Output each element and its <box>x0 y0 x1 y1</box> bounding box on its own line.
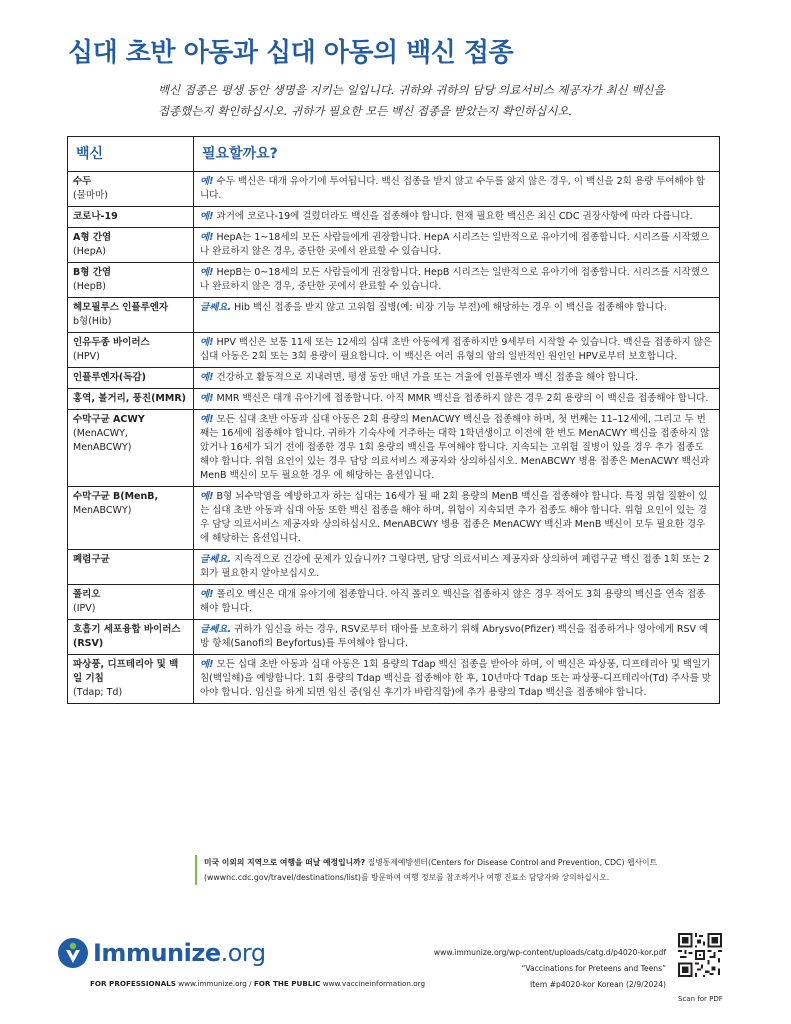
vaccine-abbrev: (HepB) <box>73 281 106 292</box>
recommendation-keyword: 글쎄요. <box>200 554 232 565</box>
vaccine-description-cell <box>194 620 720 655</box>
vaccine-name: 호흡기 세포융합 바이러스(RSV) <box>73 624 181 649</box>
vaccine-description: 건강하고 활동적으로 지내려면, 평생 동안 매년 가을 또는 겨울에 인플루엔자 백신 접종을 해야 합니다. <box>216 372 639 383</box>
vaccine-name: 수두 <box>73 176 92 187</box>
table-row <box>68 550 720 585</box>
vaccine-name: A형 간염 <box>73 232 112 243</box>
footer-separator: / <box>249 979 252 988</box>
vaccine-description-cell <box>194 487 720 550</box>
vaccine-description: Hib 백신 접종을 받지 않고 고위험 질병(예: 비장 기능 부전)에 해당하는 경우 이 백신을 접종해야 합니다. <box>234 302 667 313</box>
scan-for-pdf: Scan for PDF <box>678 995 723 1003</box>
recommendation-keyword: 예! <box>200 372 214 383</box>
recommendation-keyword: 글쎄요. <box>200 302 232 313</box>
vaccine-abbrev: (Tdap; Td) <box>73 687 123 698</box>
recommendation-keyword: 예! <box>200 232 214 243</box>
vaccine-description-cell <box>194 172 720 207</box>
vaccine-description: HepA는 1~18세의 모든 사람들에게 권장합니다. HepA 시리즈는 일반적으로 유아기에 접종합니다. 시리즈를 시작했으나 완료하지 않은 경우, 중단한 곳에서 완료할 수 있습니다. <box>200 232 710 257</box>
table-row <box>68 263 720 298</box>
logo-text <box>93 939 266 967</box>
footer-public-label: FOR THE PUBLIC <box>253 979 321 988</box>
vaccine-description-cell <box>194 655 720 704</box>
vaccine-name-cell <box>68 228 194 263</box>
recommendation-keyword: 예! <box>200 393 214 404</box>
table-row <box>68 172 720 207</box>
vaccine-abbrev: (물마마) <box>73 190 108 201</box>
vaccine-description: 과거에 코로나-19에 걸렸더라도 백신을 접종해야 합니다. 현재 필요한 백신은 최신 CDC 권장사항에 따라 다릅니다. <box>216 211 693 222</box>
immunize-logo-icon <box>57 937 89 969</box>
recommendation-keyword: 예! <box>200 589 214 600</box>
table-header-row <box>68 137 720 172</box>
footer-pro-url[interactable]: www.immunize.org <box>178 979 247 988</box>
vaccine-abbrev: (MenACWY, MenABCWY) <box>73 428 132 453</box>
header-vaccine: 백신 <box>68 137 194 172</box>
vaccine-description-cell <box>194 410 720 487</box>
vaccine-description-cell <box>194 585 720 620</box>
vaccine-name-cell <box>68 263 194 298</box>
vaccine-name: 수막구균 B(MenB, <box>73 491 159 502</box>
vaccine-name-cell <box>68 410 194 487</box>
recommendation-keyword: 예! <box>200 659 214 670</box>
vaccine-description: B형 뇌수막염을 예방하고자 하는 십대는 16세가 될 때 2회 용량의 MenB 백신을 접종해야 합니다. 특정 위험 질환이 있는 십대 초반 아동과 십대 아동 또한 백신 접종을 해야 하며, 위험이 지속되면 추가 접종도 해야 합니다. 위험 요인이 있는 경우 담당 의료서비스 제공자와 상의하십시오. MenABCWY 병용 접종은 MenACWY 백신과 MenB 백신이 모두 필요한 경우 에 해당하는 옵션입니다. <box>200 491 708 544</box>
table-row <box>68 389 720 410</box>
vaccine-description-cell <box>194 389 720 410</box>
footer-item: Item #p4020-kor Korean (2/9/2024) <box>529 980 666 989</box>
table-row <box>68 228 720 263</box>
vaccine-description-cell <box>194 550 720 585</box>
recommendation-keyword: 예! <box>200 337 214 348</box>
recommendation-keyword: 글쎄요. <box>200 624 232 635</box>
vaccine-name: 인유두종 바이러스 <box>73 337 150 348</box>
vaccine-description: 지속적으로 건강에 문제가 있습니까? 그렇다면, 담당 의료서비스 제공자와 상의하여 폐렴구균 백신 접종 1회 또는 2회가 필요한지 알아보십시오. <box>200 554 710 579</box>
vaccine-name-cell <box>68 333 194 368</box>
footer-links <box>90 979 425 988</box>
footer-doc-title: “Vaccinations for Preteens and Teens” <box>521 964 666 973</box>
immunize-logo <box>57 937 266 969</box>
vaccine-description-cell <box>194 263 720 298</box>
vaccine-name: 인플루엔자(독감) <box>73 372 146 383</box>
table-row <box>68 410 720 487</box>
logo-suffix: .org <box>220 939 266 967</box>
vaccine-description: 모든 십대 초반 아동과 십대 아동은 2회 용량의 MenACWY 백신을 접종해야 하며, 첫 번째는 11–12세에, 그리고 두 번째는 16세에 접종해야 합니다. 귀하가 기숙사에 거주하는 대학 1학년생이고 이전에 한 번도 MenACWY 백신을 접종하지 않았거나 16세가 되기 전에 접종한 경우 1회 용량의 백신을 투여해야 합니다. 지속되는 고위험 질병이 있을 경우 추가 접종도 해야 합니다. 위험 요인이 있는 경우 담당 의료서비스 제공자와 상의하십시오. MenABCWY 병용 접종은 MenACWY 백신과 MenB 백신이 모두 필요한 경우 에 해당하는 옵션입니다. <box>200 414 710 481</box>
vaccine-description-cell <box>194 228 720 263</box>
table-row <box>68 333 720 368</box>
vaccine-name-cell <box>68 655 194 704</box>
vaccine-abbrev: (IPV) <box>73 603 96 614</box>
table-row <box>68 368 720 389</box>
vaccine-abbrev: MenABCWY) <box>73 505 132 516</box>
vaccine-name-cell <box>68 172 194 207</box>
travel-question: 미국 이외의 지역으로 여행을 떠날 예정입니까? <box>204 858 366 867</box>
page-title: 십대 초반 아동과 십대 아동의 백신 접종 <box>68 38 514 68</box>
header-needed: 필요할까요? <box>194 137 720 172</box>
recommendation-keyword: 예! <box>200 414 214 425</box>
qr-code-icon[interactable] <box>678 933 722 977</box>
vaccine-name-cell <box>68 585 194 620</box>
recommendation-keyword: 예! <box>200 211 214 222</box>
vaccine-name: 홍역, 볼거리, 풍진(MMR) <box>73 393 186 404</box>
vaccine-table-body <box>68 172 720 704</box>
table-row <box>68 298 720 333</box>
vaccine-name: 헤모필루스 인플루엔자 <box>73 302 169 313</box>
intro-line-2: 접종했는지 확인하십시오. 귀하가 필요한 모든 백신 접종을 받았는지 확인하십시오. <box>158 104 573 118</box>
vaccine-name: 파상풍, 디프테리아 및 백일 기침 <box>73 659 179 684</box>
recommendation-keyword: 예! <box>200 176 214 187</box>
table-row <box>68 620 720 655</box>
vaccine-abbrev: (HPV) <box>73 351 100 362</box>
travel-note <box>195 855 744 885</box>
logo-name: Immunize <box>93 939 221 967</box>
vaccine-description: 수두 백신은 대개 유아기에 투여됩니다. 백신 접종을 받지 않고 수두를 앓지 않은 경우, 이 백신을 2회 용량 투여해야 합니다. <box>200 176 706 201</box>
travel-text: 질병통제예방센터(Centers for Disease Control and Prevention, CDC) 웹사이트(wwwnc.cdc.gov/travel/destinations/list)를 방문하여 여행 정보를 참조하거나 여행 진료소 담당자와 상의하십시오. <box>204 858 658 882</box>
table-row <box>68 655 720 704</box>
vaccine-description: HPV 백신은 보통 11세 또는 12세의 십대 초반 아동에게 접종하지만 9세부터 시작할 수 있습니다. 백신을 접종하지 않은 십대 아동은 2회 또는 3회 용량이 필요합니다. 이 백신은 여러 유형의 암의 일반적인 원인인 HPV로부터 보호합니다. <box>200 337 713 362</box>
vaccine-description: 귀하가 임신을 하는 경우, RSV로부터 태아를 보호하기 위해 Abrysvo(Pfizer) 백신을 접종하거나 영아에게 RSV 예방 항체(Sanofi의 Beyfortus)를 투여해야 합니다. <box>200 624 709 649</box>
vaccine-description-cell <box>194 207 720 228</box>
table-row <box>68 487 720 550</box>
vaccine-name: 코로나-19 <box>73 211 118 222</box>
vaccine-description: 폴리오 백신은 대개 유아기에 접종합니다. 아직 폴리오 백신을 접종하지 않은 경우 적어도 3회 용량의 백신을 연속 접종해야 합니다. <box>200 589 706 614</box>
footer-pdf-url[interactable]: www.immunize.org/wp-content/uploads/catg.d/p4020-kor.pdf <box>433 948 666 957</box>
vaccine-description-cell <box>194 368 720 389</box>
vaccine-abbrev: b형(Hib) <box>73 316 112 327</box>
vaccine-name: B형 간염 <box>73 267 112 278</box>
vaccine-name-cell <box>68 368 194 389</box>
intro-text <box>158 80 748 122</box>
footer-pro-label: FOR PROFESSIONALS <box>90 979 176 988</box>
vaccine-name-cell <box>68 389 194 410</box>
vaccine-name-cell <box>68 207 194 228</box>
vaccine-name: 폐렴구균 <box>73 554 110 565</box>
vaccine-name-cell <box>68 487 194 550</box>
footer-info <box>434 945 666 993</box>
vaccine-description-cell <box>194 333 720 368</box>
vaccine-name-cell <box>68 620 194 655</box>
intro-line-1: 백신 접종은 평생 동안 생명을 지키는 일입니다. 귀하와 귀하의 담당 의료서비스 제공자가 최신 백신을 <box>158 83 665 97</box>
table-row <box>68 585 720 620</box>
recommendation-keyword: 예! <box>200 267 214 278</box>
vaccine-description: 모든 십대 초반 아동과 십대 아동은 1회 용량의 Tdap 백신 접종을 받아야 하며, 이 백신은 파상풍, 디프테리아 및 백일기침(백일해)을 예방합니다. 1회 용량의 Tdap 백신을 접종해야 한 후, 10년마다 Tdap 또는 파상풍-디프테리아(Td) 주사를 맞아야 합니다. 임신을 하게 되면 임신 중(임신 후기가 바람직함)에 추가 용량의 Tdap 백신을 접종해야 합니다. <box>200 659 711 698</box>
recommendation-keyword: 예! <box>200 491 214 502</box>
vaccine-description: MMR 백신은 대개 유아기에 접종합니다. 아직 MMR 백신을 접종하지 않은 경우 2회 용량의 이 백신을 접종해야 합니다. <box>216 393 709 404</box>
vaccine-description: HepB는 0~18세의 모든 사람들에게 권장합니다. HepB 시리즈는 일반적으로 유아기에 접종합니다. 시리즈를 시작했으나 완료하지 않은 경우, 중단한 곳에서 완료할 수 있습니다. <box>200 267 710 292</box>
vaccine-name: 폴리오 <box>73 589 101 600</box>
vaccine-name: 수막구균 ACWY <box>73 414 145 425</box>
vaccine-description-cell <box>194 298 720 333</box>
footer-public-url[interactable]: www.vaccineinformation.org <box>322 979 426 988</box>
vaccine-abbrev: (HepA) <box>73 246 106 257</box>
vaccine-table <box>67 136 720 704</box>
table-row <box>68 207 720 228</box>
vaccine-name-cell <box>68 550 194 585</box>
vaccine-name-cell <box>68 298 194 333</box>
